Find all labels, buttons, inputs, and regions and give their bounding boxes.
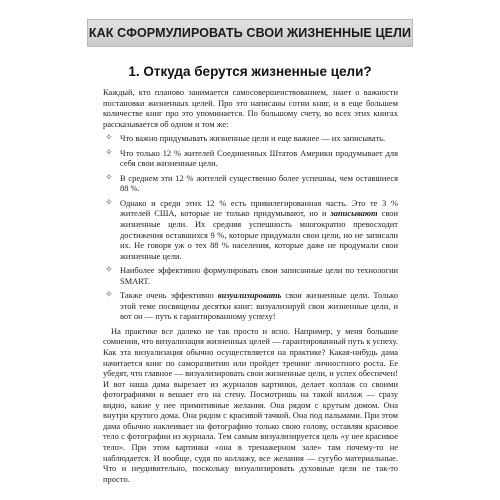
list-item	[103, 265, 398, 286]
list-item	[103, 290, 398, 322]
list-item	[103, 133, 398, 144]
body-text	[103, 87, 398, 484]
emphasized-word: визуализировать	[217, 290, 282, 301]
list-item-text-after: свои жизненные цели. Их средняя успешность многократно превосходит достижения оставшихся 9 %, которые придумали свои цели, но не записали их. Не говоря уж о тех 88 % населения, которые даже не продумали свои жизненные цели.	[120, 208, 398, 261]
chapter-header	[87, 19, 413, 47]
emphasized-word: записывают	[330, 208, 378, 219]
list-item-text-after: свои жизненные цели. Только этой теме посвящены десятки книг: визуализируй свои жизненные цели, и вот он — путь к гарантированному успеху!	[120, 290, 398, 322]
list-item-text-before: Также очень эффективно	[120, 290, 218, 301]
list-item-text: Наиболее эффективно формулировать свои записанные цели по технологии SMART.	[120, 265, 398, 286]
list-item-text-before: Однако и среди этих 12 % есть привилегированная часть. Это те 3 % жителей США, которые не только придумывают, но и	[120, 197, 398, 219]
list-item-text: Что важно придумывать жизненные цели и еще важнее — их записывать.	[120, 133, 386, 144]
body-paragraph: На практике все далеко не так просто и ясно. Например, у меня большие сомнения, что визуализация жизненных целей — гарантированный путь к успеху. Как эта визуализация обычно осуществляется на практике? Какая-нибудь дама начитается книг по саморазвитию или пройдет тренинг личностного роста. Ее убедят, что главное — визуализировать свои жизненные цели, и успех обеспечен! И вот наша дама вырезает из журналов картинки, делает коллаж со своими фотографиями и вешает его на стену. Посмотришь на такой коллаж — сразу видно, какие у нее примитивные желания. Она рядом с крутым домом. Она внутри крутого дома. Она рядом с красивой тачкой. Она под пальмами. При этом дама обычно наклеивает на фотографию только свою голову, оставляя красивое тело с фотографии из журнала. Тем самым визуализируется цель «у нее красивое тело». При этом картинки «она в тренажерном зале» там почему-то не наблюдается. И вообще, судя по коллажу, все желания — сугубо материальные. Что и неудивительно, поскольку визуализировать духовные цели не так-то просто.	[103, 325, 398, 484]
diamond-bullet-icon: ✧	[105, 147, 113, 158]
diamond-bullet-icon: ✧	[105, 133, 113, 144]
list-item-text: Что только 12 % жителей Соединенных Штатов Америки продумывает для себя свои жизненные цели.	[120, 147, 398, 169]
diamond-bullet-icon: ✧	[105, 197, 113, 208]
diamond-bullet-icon: ✧	[105, 290, 113, 301]
section-title: 1. Откуда берутся жизненные цели?	[128, 64, 372, 79]
chapter-title: КАК СФОРМУЛИРОВАТЬ СВОИ ЖИЗНЕННЫЕ ЦЕЛИ	[88, 26, 412, 40]
intro-paragraph: Каждый, кто планово занимается самосовершенствованием, знает о важности постановки жизненных целей. Про это написаны сотни книг, и в еще большем количестве книг про это упоминается. По большому счету, во всех этих книгах рассказывается об одном и том же:	[103, 87, 398, 129]
list-item-text: В среднем эти 12 % жителей существенно более успешны, чем оставшиеся 88 %.	[120, 172, 398, 194]
diamond-bullet-icon: ✧	[105, 265, 113, 276]
list-item	[103, 173, 398, 194]
list-item	[103, 198, 398, 261]
diamond-bullet-icon: ✧	[105, 172, 113, 183]
list-item	[103, 148, 398, 169]
bullet-list	[103, 133, 398, 322]
